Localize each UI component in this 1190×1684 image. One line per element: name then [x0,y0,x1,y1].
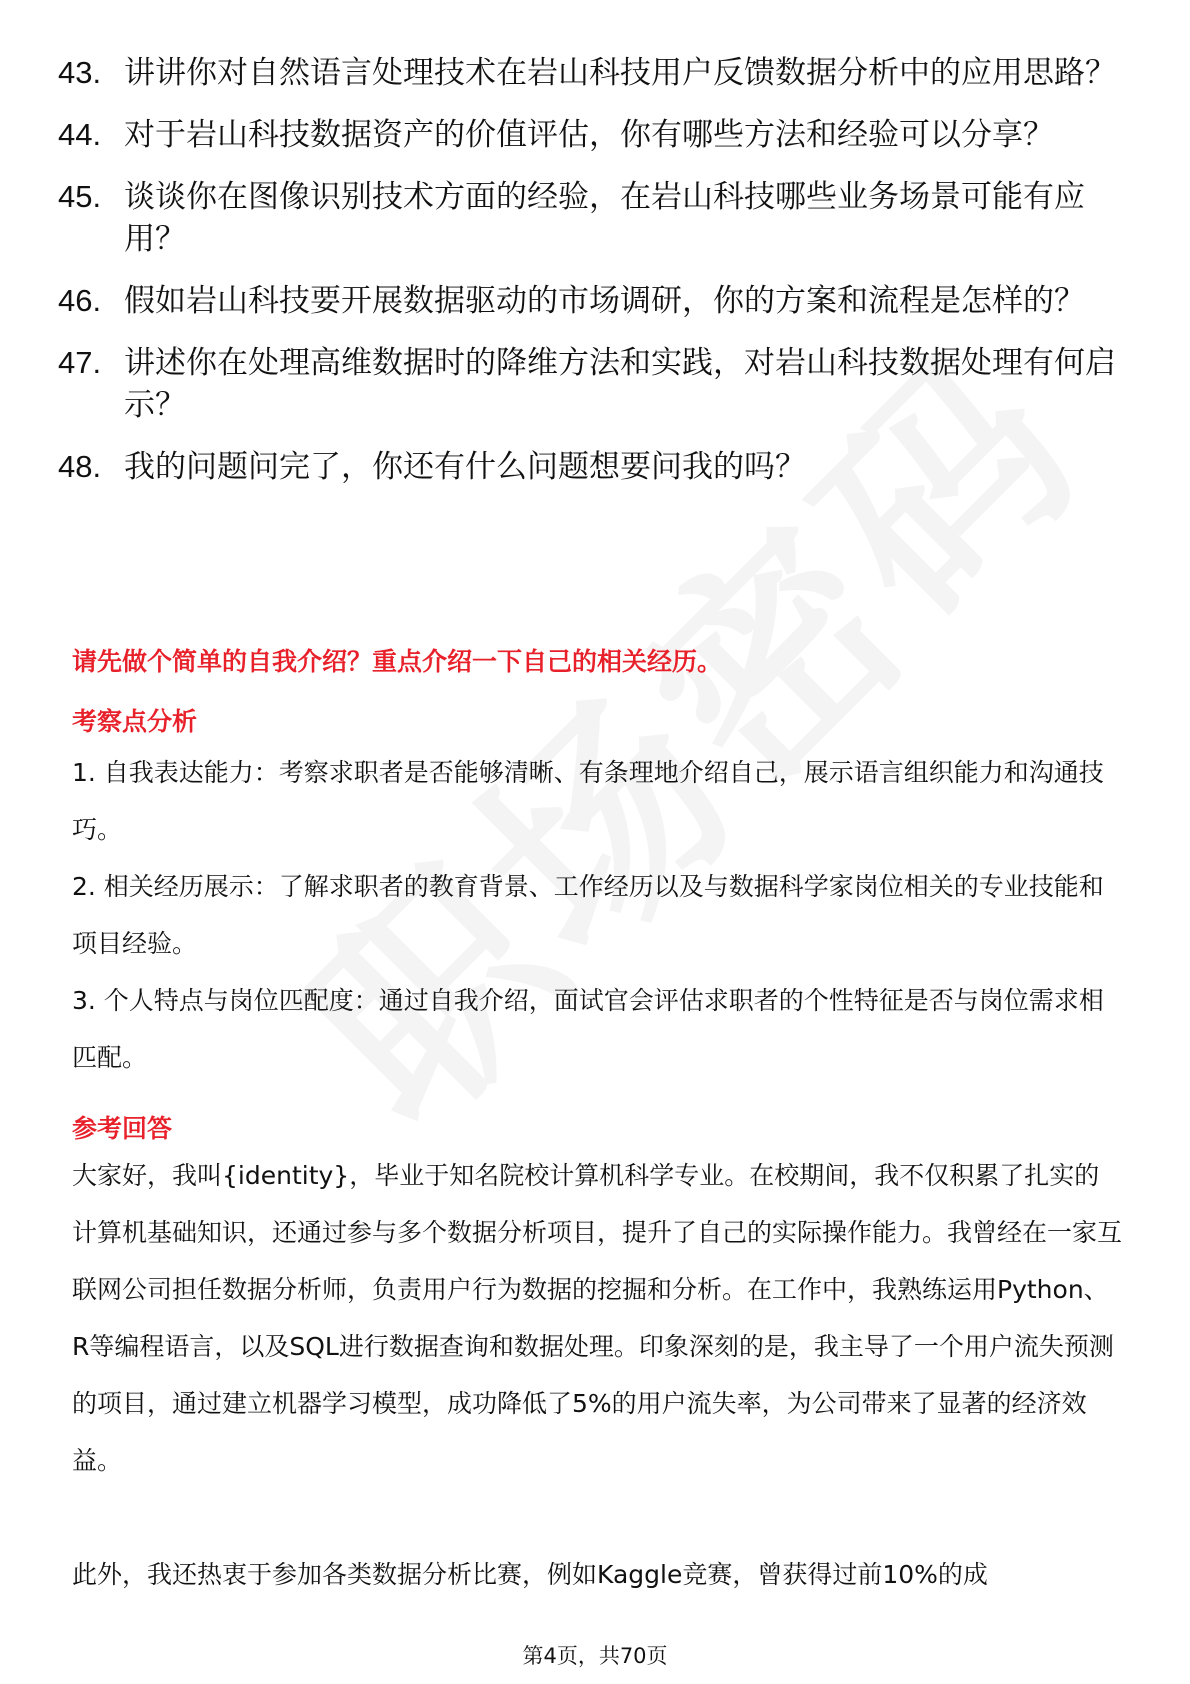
question-number: 45. [58,179,102,214]
analysis-item: 2. 相关经历展示：了解求职者的教育背景、工作经历以及与数据科学家岗位相关的专业技能和项目经验。 [72,872,1104,958]
analysis-item: 1. 自我表达能力：考察求职者是否能够清晰、有条理地介绍自己，展示语言组织能力和沟通技巧。 [72,758,1104,844]
question-text: 讲述你在处理高维数据时的降维方法和实践，对岩山科技数据处理有何启示？ [124,345,1116,423]
analysis-section [72,704,1122,1086]
question-item [58,342,1138,426]
question-number: 48. [58,449,102,484]
question-number: 43. [58,55,102,90]
answer-heading: 参考回答 [72,1114,173,1143]
section-question-heading: 请先做个简单的自我介绍？重点介绍一下自己的相关经历。 [72,647,723,676]
question-number: 44. [58,117,102,152]
question-number: 47. [58,345,102,380]
question-text: 对于岩山科技数据资产的价值评估，你有哪些方法和经验可以分享？ [124,117,1054,153]
question-text: 假如岩山科技要开展数据驱动的市场调研，你的方案和流程是怎样的？ [124,283,1085,319]
answer-paragraph: 大家好，我叫{identity}，毕业于知名院校计算机科学专业。在校期间，我不仅积累了扎实的计算机基础知识，还通过参与多个数据分析项目，提升了自己的实际操作能力。我曾经在一家互联网公司担任数据分析师，负责用户行为数据的挖掘和分析。在工作中，我熟练运用Python、R等编程语言，以及SQL进行数据查询和数据处理。印象深刻的是，我主导了一个用户流失预测的项目，通过建立机器学习模型，成功降低了5%的用户流失率，为公司带来了显著的经济效益。 [72,1161,1123,1475]
question-list [58,52,1138,508]
question-item [58,280,1138,322]
interview-question-section [72,644,1122,680]
question-text: 我的问题问完了，你还有什么问题想要问我的吗？ [124,449,806,485]
question-number: 46. [58,283,102,318]
question-text: 谈谈你在图像识别技术方面的经验，在岩山科技哪些业务场景可能有应用？ [124,179,1085,257]
answer-section [72,1111,1122,1603]
analysis-heading: 考察点分析 [72,707,198,736]
page-footer: 第4页，共70页 [522,1644,668,1668]
question-item [58,176,1138,260]
question-text: 讲讲你对自然语言处理技术在岩山科技用户反馈数据分析中的应用思路？ [124,55,1116,91]
question-item [58,52,1138,94]
analysis-item: 3. 个人特点与岗位匹配度：通过自我介绍，面试官会评估求职者的个性特征是否与岗位需求相匹配。 [72,986,1104,1072]
analysis-list [72,744,1122,1086]
question-item [58,446,1138,488]
answer-body [72,1147,1122,1603]
question-item [58,114,1138,156]
answer-paragraph: 此外，我还热衷于参加各类数据分析比赛，例如Kaggle竞赛，曾获得过前10%的成 [72,1560,988,1589]
